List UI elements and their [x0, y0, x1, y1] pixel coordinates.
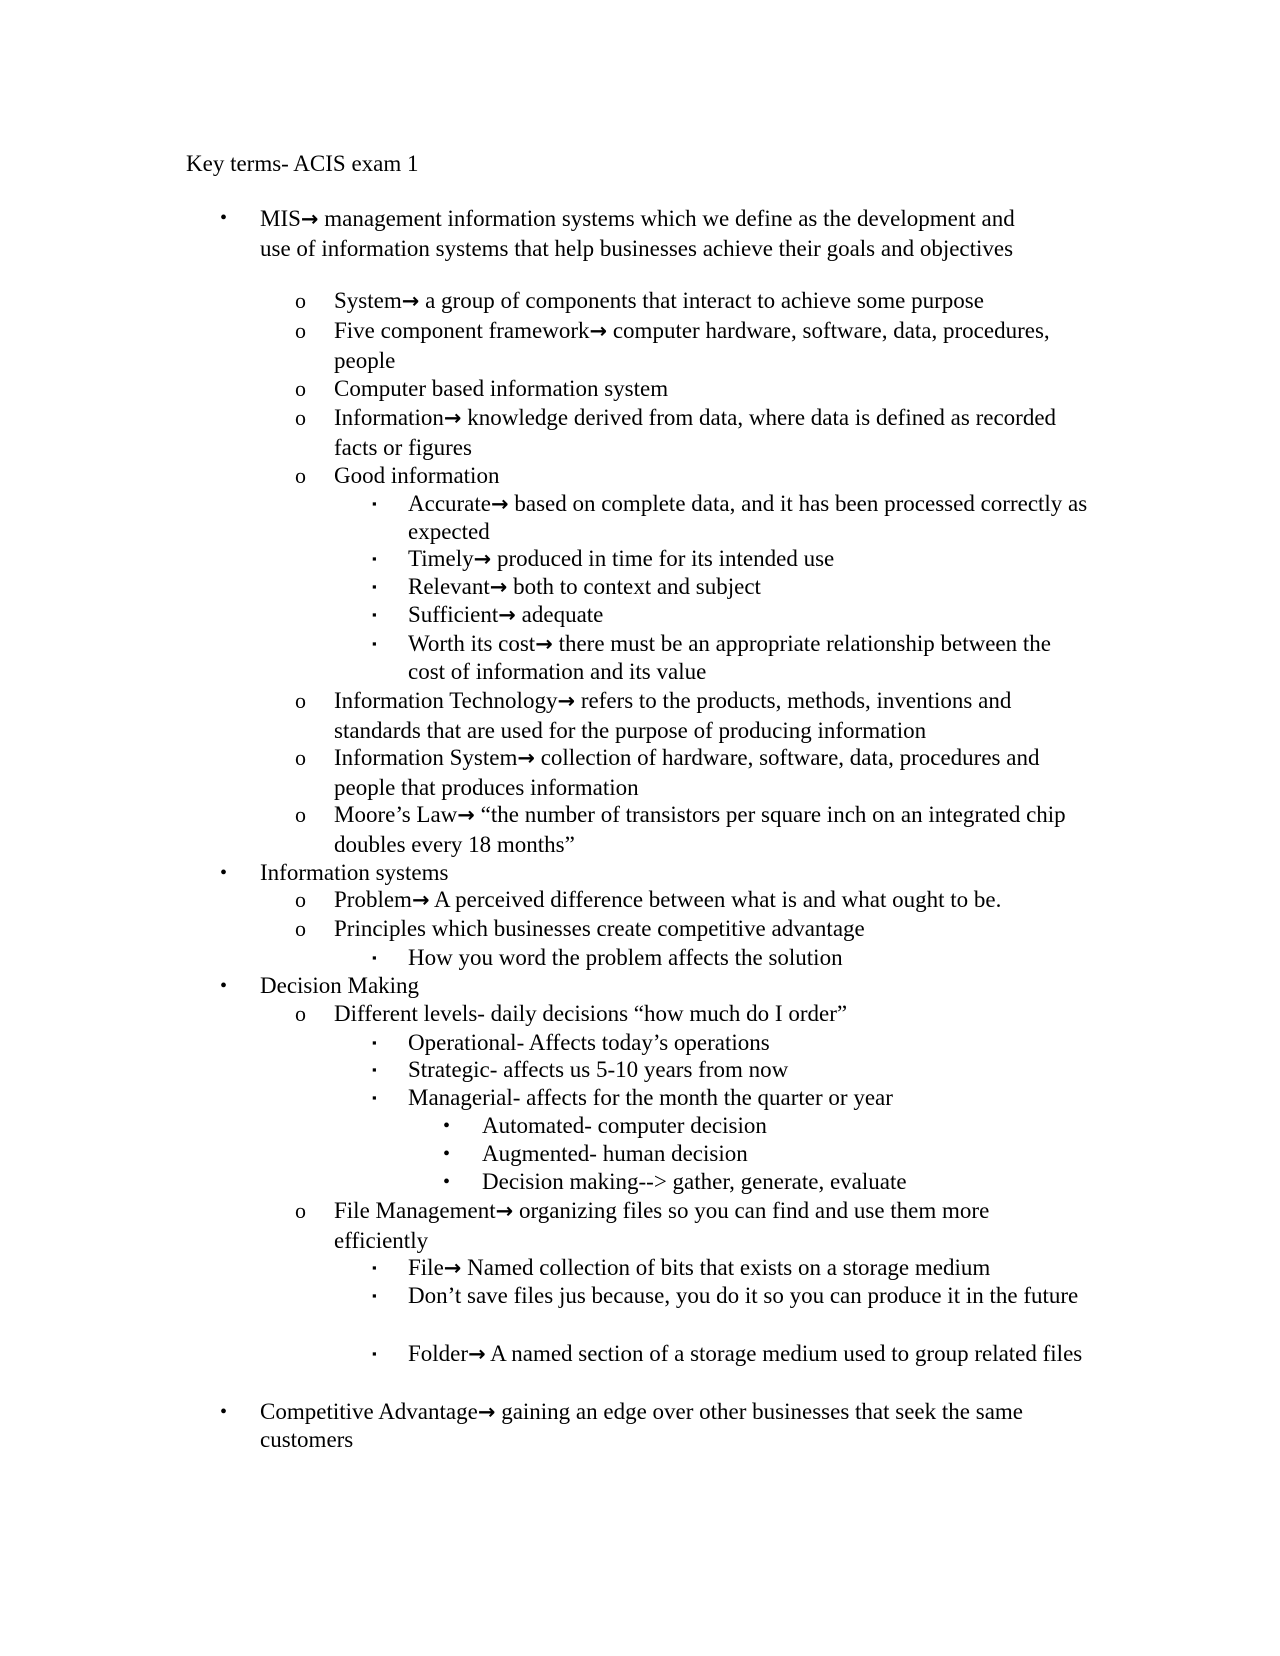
list-bullet-icon: •	[220, 207, 228, 229]
list-item	[372, 1340, 1088, 1368]
list-item	[372, 1056, 1088, 1084]
term-label: Relevant	[408, 574, 490, 599]
right-arrow-icon: →	[535, 632, 553, 656]
list-bullet-icon: o	[295, 887, 306, 912]
list-item-text	[408, 1254, 1088, 1282]
list-item-text	[334, 885, 1079, 915]
definition-text: Operational- Affects today’s operations	[408, 1030, 770, 1055]
definition-text: a group of components that interact to achieve some purpose	[419, 288, 984, 313]
list-bullet-icon: ▪	[372, 496, 377, 511]
definition-text: based on complete data, and it has been processed correctly as expected	[408, 491, 1088, 544]
list-item	[295, 374, 1079, 404]
list-bullet-icon: o	[295, 688, 306, 713]
term-label: MIS	[260, 206, 301, 231]
list-item-text	[408, 630, 1088, 686]
list-item-text	[260, 1398, 1050, 1454]
right-arrow-icon: →	[411, 888, 430, 912]
list-item	[372, 573, 1088, 601]
list-item	[295, 1196, 1079, 1256]
definition-text: Managerial- affects for the month the quarter or year	[408, 1085, 893, 1110]
definition-text: both to context and subject	[507, 574, 761, 599]
term-label: Accurate	[408, 491, 491, 516]
list-item	[295, 403, 1079, 463]
list-item	[372, 944, 1088, 972]
list-bullet-icon: ▪	[372, 1090, 377, 1105]
list-item	[220, 204, 1050, 263]
list-item-text	[408, 944, 1088, 972]
list-item-text	[334, 403, 1079, 463]
definition-text: knowledge derived from data, where data is defined as recorded facts or figures	[334, 405, 1057, 460]
list-item-text	[408, 1029, 1088, 1057]
term-label: Sufficient	[408, 602, 499, 627]
list-item	[372, 1282, 1088, 1310]
list-item	[443, 1140, 1082, 1168]
list-bullet-icon: •	[443, 1171, 451, 1193]
list-item-text	[334, 1000, 1079, 1028]
definition-text: Computer based information system	[334, 376, 669, 401]
list-bullet-icon: o	[295, 376, 306, 401]
term-label: Five component framework	[334, 318, 590, 343]
term-label: Information System	[334, 745, 518, 770]
list-item	[295, 686, 1079, 746]
list-bullet-icon: ▪	[372, 950, 377, 965]
list-item-text	[334, 374, 1079, 404]
definition-text: management information systems which we define as the development and use of information systems that help businesses achieve their goals and objectives	[260, 206, 1015, 261]
right-arrow-icon: →	[443, 1256, 462, 1280]
list-bullet-icon: •	[443, 1143, 451, 1165]
list-item	[372, 1254, 1088, 1282]
list-item-text	[334, 461, 1079, 491]
list-bullet-icon: •	[443, 1115, 451, 1137]
definition-text: there must be an appropriate relationship between the cost of information and its value	[408, 631, 1051, 684]
list-item-text	[408, 1282, 1088, 1310]
list-item	[295, 316, 1079, 376]
term-label: Information Technology	[334, 688, 558, 713]
list-bullet-icon: •	[220, 1401, 228, 1423]
list-item-text	[334, 286, 1079, 316]
list-bullet-icon: ▪	[372, 1260, 377, 1275]
term-label: Folder	[408, 1341, 469, 1366]
list-item-text	[334, 914, 1079, 944]
list-bullet-icon: o	[295, 318, 306, 343]
list-item-text	[408, 1084, 1088, 1112]
list-item	[372, 545, 1088, 573]
list-bullet-icon: o	[295, 405, 306, 430]
list-item-text	[260, 204, 1050, 263]
list-item-text	[334, 743, 1079, 803]
right-arrow-icon: →	[468, 1342, 486, 1366]
list-item	[372, 1029, 1088, 1057]
definition-text: Good information	[334, 463, 500, 488]
list-bullet-icon: o	[295, 1198, 306, 1223]
list-item	[295, 461, 1079, 491]
definition-text: Strategic- affects us 5-10 years from now	[408, 1057, 789, 1082]
definition-text: Decision making--> gather, generate, evaluate	[482, 1169, 907, 1194]
list-bullet-icon: ▪	[372, 1062, 377, 1077]
definition-text: collection of hardware, software, data, procedures and people that produces information	[334, 745, 1040, 800]
definition-text: Decision Making	[260, 973, 420, 998]
list-bullet-icon: o	[295, 288, 306, 313]
list-bullet-icon: ▪	[372, 636, 377, 651]
list-item-text	[334, 316, 1079, 376]
list-item	[443, 1112, 1082, 1140]
definition-text: refers to the products, methods, inventions and standards that are used for the purpose of producing information	[334, 688, 1012, 743]
list-item-text	[408, 1340, 1088, 1368]
term-label: Timely	[408, 546, 474, 571]
term-label: Problem	[334, 887, 412, 912]
list-item	[295, 914, 1079, 944]
list-item-text	[334, 686, 1079, 746]
list-item	[443, 1168, 1082, 1196]
list-bullet-icon: ▪	[372, 1288, 377, 1303]
definition-text: produced in time for its intended use	[491, 546, 835, 571]
definition-text: Augmented- human decision	[482, 1141, 748, 1166]
list-item	[372, 490, 1088, 546]
list-item-text	[482, 1168, 1082, 1196]
list-item-text	[408, 545, 1088, 573]
list-item	[295, 286, 1079, 316]
list-item-text	[260, 858, 1050, 888]
definition-text: How you word the problem affects the solution	[408, 945, 843, 970]
list-item	[220, 858, 1050, 888]
list-item	[295, 1000, 1079, 1028]
term-label: Competitive Advantage	[260, 1399, 478, 1424]
list-bullet-icon: •	[220, 862, 228, 884]
right-arrow-icon: →	[457, 803, 475, 827]
definition-text: Don’t save files jus because, you do it so you can produce it in the future	[408, 1283, 1079, 1308]
definition-text: Named collection of bits that exists on a storage medium	[461, 1255, 991, 1280]
list-item-text	[408, 601, 1088, 629]
list-bullet-icon: ▪	[372, 551, 377, 566]
definition-text: A named section of a storage medium used to group related files	[485, 1341, 1083, 1366]
right-arrow-icon: →	[401, 289, 420, 313]
definition-text: A perceived difference between what is and what ought to be.	[429, 887, 1002, 912]
right-arrow-icon: →	[489, 575, 508, 599]
list-item	[295, 800, 1079, 860]
right-arrow-icon: →	[498, 603, 516, 627]
definition-text: “the number of transistors per square inch on an integrated chip doubles every 18 months”	[334, 802, 1066, 857]
term-label: Information	[334, 405, 444, 430]
definition-text: Automated- computer decision	[482, 1113, 767, 1138]
list-bullet-icon: ▪	[372, 607, 377, 622]
list-item	[372, 601, 1088, 629]
list-item	[295, 743, 1079, 803]
right-arrow-icon: →	[473, 547, 492, 571]
right-arrow-icon: →	[491, 492, 509, 516]
list-item-text	[334, 1196, 1079, 1256]
term-label: System	[334, 288, 402, 313]
list-bullet-icon: ▪	[372, 579, 377, 594]
list-item-text	[408, 490, 1088, 546]
list-item	[220, 972, 1050, 1000]
list-bullet-icon: ▪	[372, 1035, 377, 1050]
definition-text: computer hardware, software, data, procedures, people	[334, 318, 1050, 373]
list-bullet-icon: o	[295, 463, 306, 488]
term-label: Worth its cost	[408, 631, 536, 656]
definition-text: Principles which businesses create competitive advantage	[334, 916, 865, 941]
right-arrow-icon: →	[517, 746, 535, 770]
list-bullet-icon: o	[295, 802, 306, 827]
list-item-text	[408, 573, 1088, 601]
right-arrow-icon: →	[477, 1400, 496, 1424]
term-label: Moore’s Law	[334, 802, 458, 827]
definition-text: adequate	[515, 602, 604, 627]
list-item	[220, 1398, 1050, 1454]
right-arrow-icon: →	[589, 319, 608, 343]
list-item	[372, 630, 1088, 686]
list-item-text	[334, 800, 1079, 860]
definition-text: gaining an edge over other businesses that seek the same customers	[260, 1399, 1023, 1452]
definition-text: Information systems	[260, 860, 449, 885]
definition-text: organizing files so you can find and use them more efficiently	[334, 1198, 990, 1253]
document-title: Key terms- ACIS exam 1	[186, 151, 419, 176]
list-bullet-icon: ▪	[372, 1346, 377, 1361]
right-arrow-icon: →	[300, 207, 319, 231]
list-bullet-icon: •	[220, 975, 228, 997]
right-arrow-icon: →	[443, 406, 462, 430]
right-arrow-icon: →	[495, 1199, 514, 1223]
list-item-text	[482, 1140, 1082, 1168]
list-bullet-icon: o	[295, 1001, 306, 1026]
list-bullet-icon: o	[295, 745, 306, 770]
term-label: File Management	[334, 1198, 496, 1223]
right-arrow-icon: →	[557, 689, 576, 713]
list-item-text	[482, 1112, 1082, 1140]
list-item-text	[260, 972, 1050, 1000]
definition-text: Different levels- daily decisions “how much do I order”	[334, 1001, 848, 1026]
list-item	[372, 1084, 1088, 1112]
list-item	[295, 885, 1079, 915]
list-bullet-icon: o	[295, 916, 306, 941]
term-label: File	[408, 1255, 444, 1280]
list-item-text	[408, 1056, 1088, 1084]
